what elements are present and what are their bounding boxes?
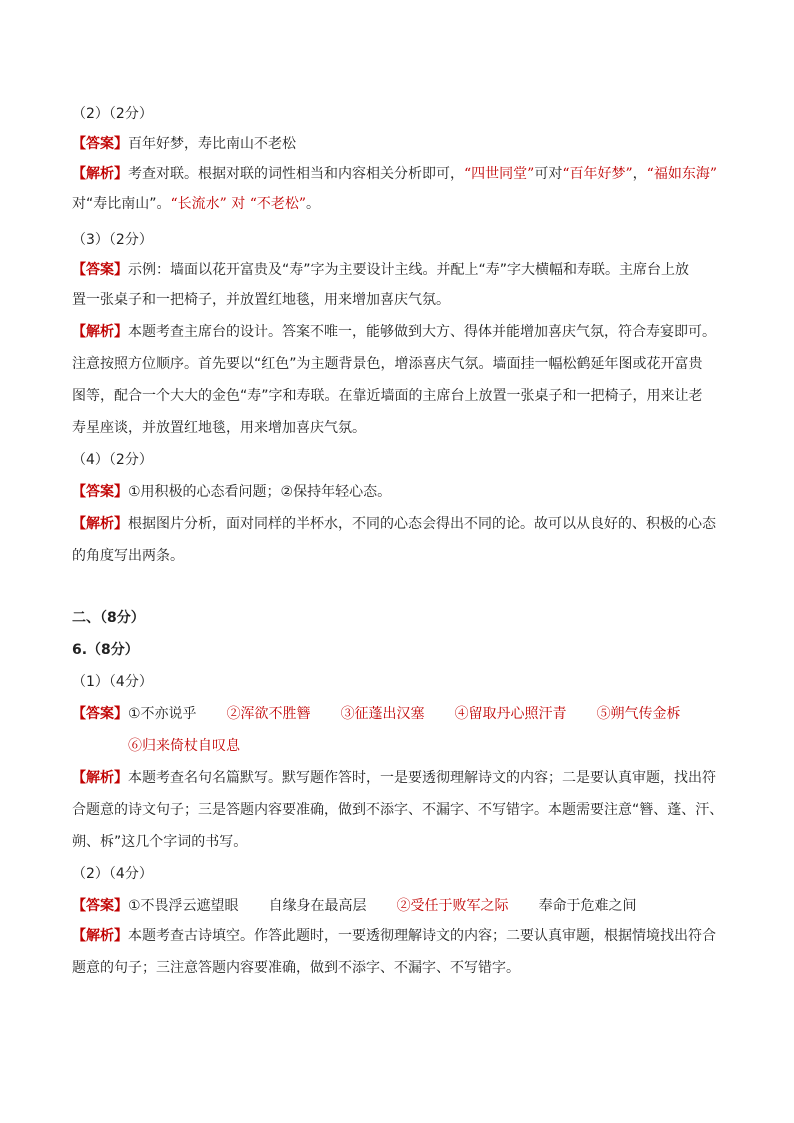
q6-1-analysis-line-2: 合题意的诗文句子；三是答题内容要准确，做到不添字、不漏字、不写错字。本题需要注意“簪、蓬、汗、	[72, 802, 724, 818]
answer-item: ⑤朔气传金柝	[596, 706, 681, 722]
q2-2-number: （2）（2分）	[72, 106, 153, 122]
answer-item: ③征蓬出汉塞	[340, 706, 425, 722]
quoted-phrase: “长流水” 对 “不老松”	[170, 196, 307, 212]
q2-3-analysis-line-2: 注意按照方位顺序。首先要以“红色”为主题背景色，增添喜庆气氛。墙面挂一幅松鹤延年图或花开富贵	[72, 356, 703, 372]
q2-2-analysis-line-2	[72, 194, 320, 214]
answer-item: 自缘身在最高层	[268, 898, 367, 914]
q6-1-answer-line-2	[128, 736, 240, 756]
answer-item: 奉命于危难之间	[538, 898, 637, 914]
answer-item: ②受任于败军之际	[396, 898, 509, 914]
q2-2-analysis-line-1	[72, 164, 717, 184]
q6-1-answer-line-1	[72, 704, 681, 724]
answer-item: ①不畏浮云遮望眼	[128, 898, 239, 914]
answer-text: ①用积极的心态看问题；②保持年轻心态。	[128, 484, 392, 500]
answer-tag: 【答案】	[72, 484, 128, 500]
quoted-phrase: “福如东海”	[646, 166, 717, 182]
analysis-tag: 【解析】	[72, 928, 128, 944]
q2-2-answer: 百年好梦，寿比南山不老松	[128, 136, 296, 152]
q6-number: 6.（8分）	[72, 642, 139, 658]
analysis-tag: 【解析】	[72, 324, 128, 340]
q2-3-answer-line-1	[72, 260, 689, 280]
analysis-text: 对“寿比南山”。	[72, 196, 171, 212]
analysis-tag: 【解析】	[72, 166, 128, 182]
analysis-tag: 【解析】	[72, 516, 128, 532]
analysis-text: 根据图片分析，面对同样的半杯水，不同的心态会得出不同的论。故可以从良好的、积极的心态	[128, 516, 716, 532]
answer-item: ①不亦说乎	[128, 706, 197, 722]
answer-tag: 【答案】	[72, 136, 128, 152]
analysis-text: 本题考查主席台的设计。答案不唯一，能够做到大方、得体并能增加喜庆气氛，符合寿宴即可。	[128, 324, 716, 340]
q2-4-analysis-line-2: 的角度写出两条。	[72, 548, 184, 564]
q2-3-analysis-line-1	[72, 322, 716, 342]
q2-4-analysis-line-1	[72, 514, 716, 534]
q2-4-answer-line	[72, 482, 391, 502]
q2-4-number: （4）（2分）	[72, 452, 153, 468]
answer-item: ④留取丹心照汗青	[454, 706, 567, 722]
answer-text: 示例：墙面以花开富贵及“寿”字为主要设计主线。并配上“寿”字大横幅和寿联。主席台上放	[128, 262, 690, 278]
q6-2-analysis-line-1	[72, 926, 716, 946]
q6-2-number: （2）（4分）	[72, 866, 153, 882]
analysis-text: 本题考查名句名篇默写。默写题作答时，一是要透彻理解诗文的内容；二是要认真审题，找出符	[128, 770, 716, 786]
answer-item: ②浑欲不胜簪	[226, 706, 311, 722]
q2-3-answer-line-2: 置一张桌子和一把椅子，并放置红地毯，用来增加喜庆气氛。	[72, 292, 450, 308]
answer-tag: 【答案】	[72, 706, 128, 722]
quoted-phrase: “四世同堂”	[464, 166, 535, 182]
analysis-tag: 【解析】	[72, 770, 128, 786]
q2-3-analysis-line-4: 寿星座谈，并放置红地毯，用来增加喜庆气氛。	[72, 420, 366, 436]
analysis-text: ，	[632, 166, 647, 182]
q2-2-answer-line	[72, 134, 296, 154]
analysis-text: 本题考查古诗填空。作答此题时，一要透彻理解诗文的内容；二要认真审题，根据情境找出符合	[128, 928, 716, 944]
analysis-text: 考查对联。根据对联的词性相当和内容相关分析即可，	[128, 166, 464, 182]
analysis-text: 。	[306, 196, 321, 212]
analysis-text: 可对	[534, 166, 563, 182]
q6-1-analysis-line-3: 朔、柝”这几个字词的书写。	[72, 834, 248, 850]
q2-3-number: （3）（2分）	[72, 232, 153, 248]
quoted-phrase: “百年好梦”	[562, 166, 633, 182]
answer-tag: 【答案】	[72, 262, 128, 278]
q6-1-number: （1）（4分）	[72, 674, 153, 690]
section-2-title: 二、（8分）	[72, 610, 145, 626]
answer-tag: 【答案】	[72, 898, 128, 914]
answer-item: ⑥归来倚杖自叹息	[128, 738, 240, 754]
q2-3-analysis-line-3: 图等，配合一个大大的金色“寿”字和寿联。在靠近墙面的主席台上放置一张桌子和一把椅子，用来让老	[72, 388, 703, 404]
q6-2-analysis-line-2: 题意的句子；三注意答题内容要准确，做到不添字、不漏字、不写错字。	[72, 960, 520, 976]
q6-2-answer-line	[72, 896, 637, 916]
q6-1-analysis-line-1	[72, 768, 716, 788]
